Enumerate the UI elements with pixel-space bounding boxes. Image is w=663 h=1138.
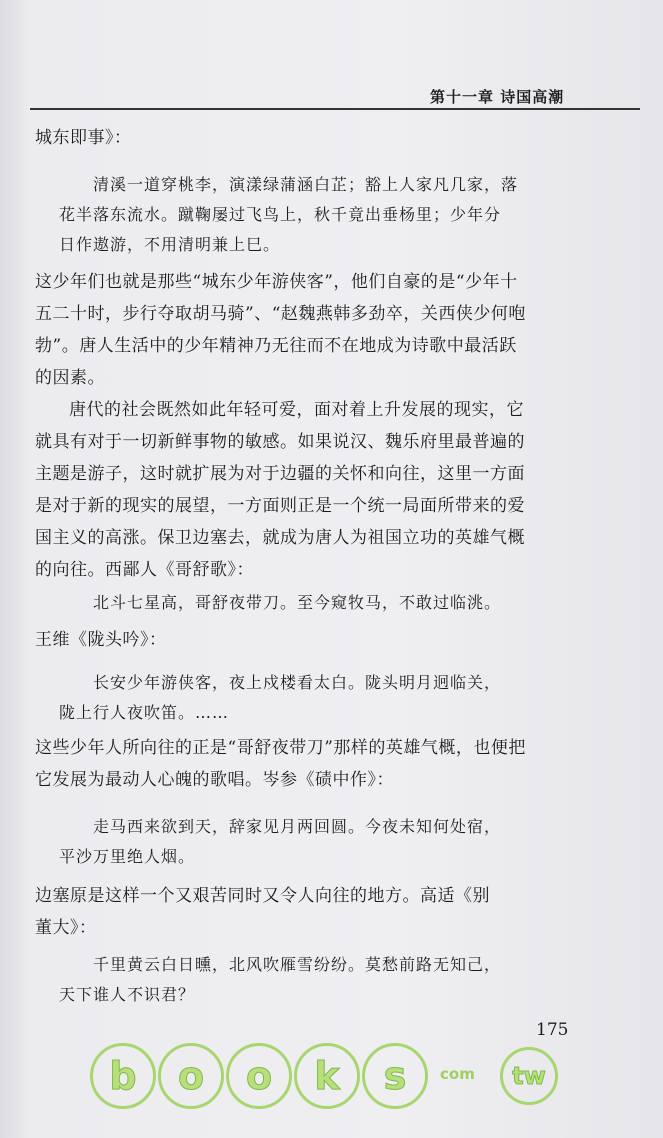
paragraph-1: 城东即事》： bbox=[35, 128, 132, 148]
watermark-letter: s bbox=[362, 1043, 428, 1109]
page-number: 175 bbox=[536, 1020, 569, 1040]
header-rule bbox=[30, 108, 640, 110]
paragraph-5: 这些少年人所向往的正是“哥舒夜带刀”那样的英雄气概，也便把 它发展为最动人心魄的歌唱。岑参《碛中作》： bbox=[35, 738, 526, 790]
running-header: 第十一章 诗国高潮 bbox=[430, 88, 565, 106]
paragraph-2: 这少年们也就是那些“城东少年游侠客”，他们自豪的是“少年十 五二十时，步行夺取胡马骑”、“赵魏燕韩多劲卒，关西侠少何咆 勃”。唐人生活中的少年精神乃无往而不在地成为诗歌中最活跃 的因素。 bbox=[35, 272, 526, 388]
watermark-letter: b bbox=[90, 1043, 156, 1109]
quote-2: 北斗七星高，哥舒夜带刀。至今窥牧马，不敢过临洮。 bbox=[93, 593, 502, 612]
quote-1: 清溪一道穿桃李，演漾绿蒲涵白芷；豁上人家凡几家，落 花半落东流水。蹴鞠屡过飞鸟上，秋千竟出垂杨里；少年分 日作遨游，不用清明兼上巳。 bbox=[59, 175, 519, 254]
quote-4: 走马西来欲到天，辞家见月两回圆。今夜未知何处宿， 平沙万里绝人烟。 bbox=[59, 817, 502, 866]
quote-5: 千里黄云白日曛，北风吹雁雪纷纷。莫愁前路无知己， 天下谁人不识君？ bbox=[59, 955, 502, 1004]
paragraph-4: 王维《陇头吟》： bbox=[35, 630, 167, 650]
books-com-tw-watermark bbox=[90, 1035, 610, 1125]
paragraph-3: 唐代的社会既然如此年轻可爱，面对着上升发展的现实，它 就具有对于一切新鲜事物的敏感。如果说汉、魏乐府里最普遍的 主题是游子，这时就扩展为对于边疆的关怀和向往，这里一方面 是对于新的现实的展望，一方面则正是一个统一局面所带来的爱 国主义的高涨。保卫边塞去，就成为唐人为祖国立功的英雄气概 的向往。西鄙人《哥舒歌》： bbox=[35, 400, 525, 580]
watermark-letter: o bbox=[158, 1043, 224, 1109]
paragraph-6: 边塞原是这样一个又艰苦同时又令人向往的地方。高适《别 董大》： bbox=[35, 886, 490, 938]
watermark-tw: tw bbox=[500, 1047, 558, 1105]
watermark-letter: k bbox=[294, 1043, 360, 1109]
watermark-com: com bbox=[440, 1065, 475, 1083]
quote-3: 长安少年游侠客，夜上戍楼看太白。陇头明月迥临关， 陇上行人夜吹笛。…… bbox=[59, 673, 502, 722]
watermark-letter: o bbox=[226, 1043, 292, 1109]
